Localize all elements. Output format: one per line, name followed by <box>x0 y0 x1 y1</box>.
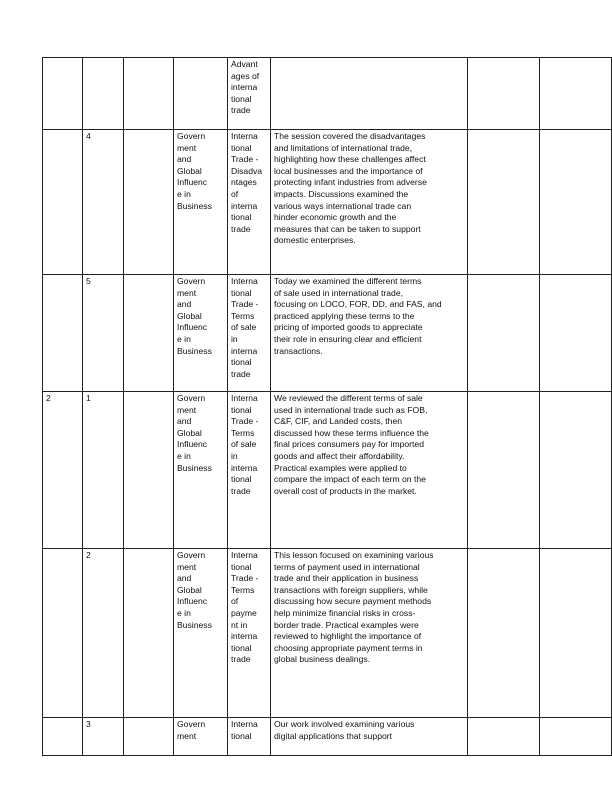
strand-cell: Govern ment and Global Influenc e in Business <box>174 275 228 392</box>
remarks-cell <box>468 718 540 756</box>
signature-cell <box>540 275 612 392</box>
table-row <box>43 130 612 275</box>
description-cell: Today we examined the different terms of sale used in international trade, focusing on LOCO, FOR, DD, and FAS, and practiced applying these terms to the pricing of imported goods to appreciate their role in ensuring clear and efficient transactions. <box>271 275 468 392</box>
blank-cell <box>124 718 174 756</box>
lesson-number-cell <box>83 58 124 130</box>
week-cell <box>43 130 83 275</box>
blank-cell <box>124 275 174 392</box>
sub-strand-cell: Interna tional Trade - Terms of payme nt in interna tional trade <box>228 549 271 718</box>
blank-cell <box>124 58 174 130</box>
remarks-cell <box>468 275 540 392</box>
remarks-cell <box>468 130 540 275</box>
table-row <box>43 275 612 392</box>
remarks-cell <box>468 392 540 549</box>
lesson-number-cell: 2 <box>83 549 124 718</box>
week-cell: 2 <box>43 392 83 549</box>
lesson-number-cell: 4 <box>83 130 124 275</box>
remarks-cell <box>468 549 540 718</box>
sub-strand-cell: Interna tional Trade - Terms of sale in interna tional trade <box>228 275 271 392</box>
remarks-cell <box>468 58 540 130</box>
table-row <box>43 58 612 130</box>
lesson-number-cell: 1 <box>83 392 124 549</box>
signature-cell <box>540 58 612 130</box>
description-cell: We reviewed the different terms of sale used in international trade such as FOB, C&F, CIF, and Landed costs, then discussed how these terms influence the final prices consumers pay for imported goods and affect their affordability. Practical examples were applied to compare the impact of each term on the overall cost of products in the market. <box>271 392 468 549</box>
signature-cell <box>540 549 612 718</box>
blank-cell <box>124 130 174 275</box>
lesson-number-cell: 3 <box>83 718 124 756</box>
strand-cell: Govern ment and Global Influenc e in Business <box>174 549 228 718</box>
sub-strand-cell: Interna tional Trade - Disadva ntages of interna tional trade <box>228 130 271 275</box>
sub-strand-cell: Advant ages of interna tional trade <box>228 58 271 130</box>
strand-cell: Govern ment <box>174 718 228 756</box>
strand-cell <box>174 58 228 130</box>
week-cell <box>43 549 83 718</box>
description-cell: The session covered the disadvantages and limitations of international trade, highlighting how these challenges affect local businesses and the importance of protecting infant industries from adverse impacts. Discussions examined the various ways international trade can hinder economic growth and the measures that can be taken to support domestic enterprises. <box>271 130 468 275</box>
lesson-log-rows <box>43 58 612 756</box>
signature-cell <box>540 130 612 275</box>
week-cell <box>43 718 83 756</box>
blank-cell <box>124 549 174 718</box>
table-row <box>43 392 612 549</box>
blank-cell <box>124 392 174 549</box>
table-row <box>43 549 612 718</box>
signature-cell <box>540 392 612 549</box>
table-row <box>43 718 612 756</box>
lesson-log-table <box>42 57 612 756</box>
sub-strand-cell: Interna tional Trade - Terms of sale in interna tional trade <box>228 392 271 549</box>
description-cell <box>271 58 468 130</box>
week-cell <box>43 58 83 130</box>
description-cell: This lesson focused on examining various terms of payment used in international trade and their application in business transactions with foreign suppliers, while discussing how secure payment methods help minimize financial risks in cross- border trade. Practical examples were reviewed to highlight the importance of choosing appropriate payment terms in global business dealings. <box>271 549 468 718</box>
week-cell <box>43 275 83 392</box>
description-cell: Our work involved examining various digital applications that support <box>271 718 468 756</box>
lesson-number-cell: 5 <box>83 275 124 392</box>
strand-cell: Govern ment and Global Influenc e in Business <box>174 130 228 275</box>
sub-strand-cell: Interna tional <box>228 718 271 756</box>
signature-cell <box>540 718 612 756</box>
strand-cell: Govern ment and Global Influenc e in Business <box>174 392 228 549</box>
